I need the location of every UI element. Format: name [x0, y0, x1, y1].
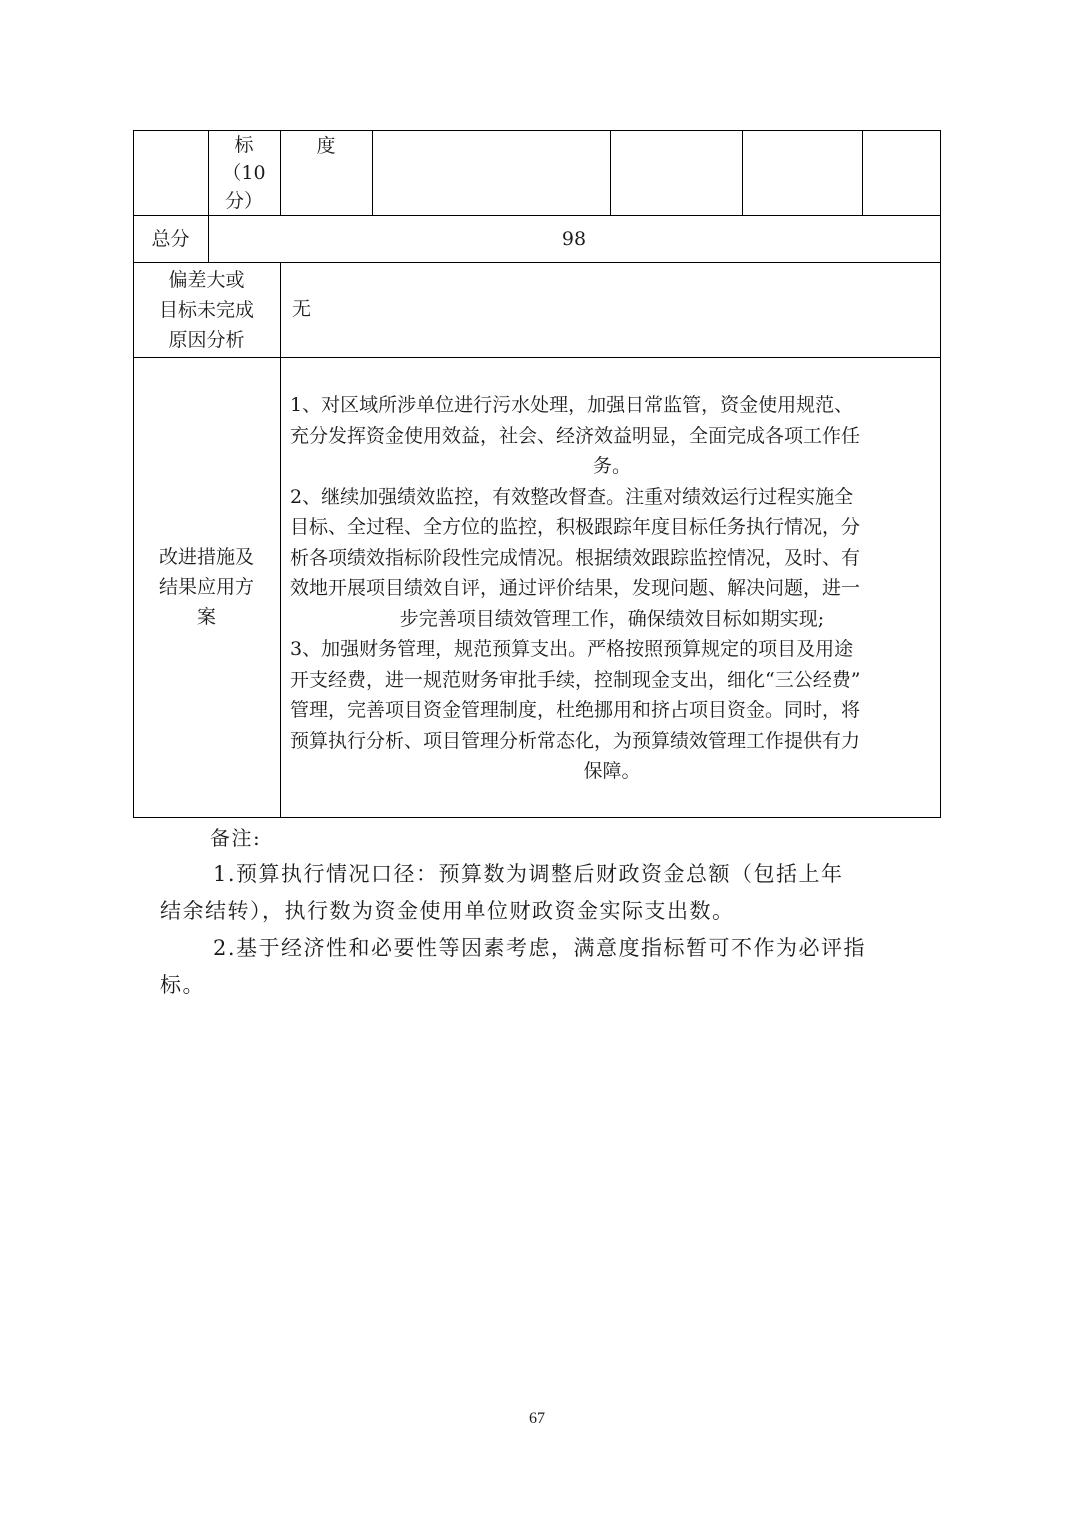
table-border: [372, 130, 373, 216]
indicator-name-cell: 度: [316, 135, 336, 157]
text-line: 步完善项目绩效管理工作，确保绩效目标如期实现;: [399, 607, 825, 630]
improvement-label: [133, 542, 280, 632]
text-line: 2、继续加强绩效监控，有效整改督查。注重对绩效运行过程实施全: [290, 485, 854, 508]
table-border: [940, 130, 941, 818]
label-line: 结果应用方: [158, 576, 254, 598]
text-line: 1、对区域所涉单位进行污水处理，加强日常监管，资金使用规范、: [290, 394, 854, 416]
label-line: 案: [196, 606, 216, 628]
label-line: 改进措施及: [158, 546, 254, 568]
note-2-line-2: 标。: [160, 973, 205, 997]
table-border: [862, 130, 863, 216]
label-line: 原因分析: [168, 329, 245, 351]
text-line: 管理，完善项目资金管理制度，杜绝挪用和挤占项目资金。同时，将: [290, 699, 861, 721]
cell-line: 分）: [224, 190, 263, 212]
total-label: 总分: [151, 228, 190, 250]
table-border: [133, 817, 941, 818]
label-line: 目标未完成: [158, 299, 254, 321]
total-value: 98: [561, 228, 587, 250]
table-border: [133, 357, 941, 358]
cell-line: （10: [222, 162, 266, 184]
table-border: [133, 262, 941, 263]
table-border: [610, 130, 611, 216]
cell-line: 标: [234, 134, 254, 156]
text-line: 3、加强财务管理，规范预算支出。严格按照预算规定的项目及用途: [290, 638, 854, 660]
page-number: 67: [529, 1410, 545, 1427]
table-border: [280, 262, 281, 818]
deviation-label: [133, 265, 280, 355]
text-line: 析各项绩效指标阶段性完成情况。根据绩效跟踪监控情况，及时、有: [290, 546, 861, 569]
text-line: 务。: [592, 455, 631, 477]
notes-heading: 备注:: [210, 826, 262, 850]
text-line: 充分发挥资金使用效益，社会、经济效益明显，全面完成各项工作任: [290, 424, 861, 447]
note-1-line-2: 结余结转），执行数为资金使用单位财政资金实际支出数。: [160, 899, 735, 923]
deviation-value: 无: [292, 298, 312, 320]
indicator-score-cell: [208, 131, 280, 215]
text-line: 开支经费，进一规范财务审批手续，控制现金支出，细化“三公经费”: [290, 668, 861, 691]
improvement-text: [290, 390, 934, 787]
text-line: 保障。: [583, 760, 641, 782]
table-border: [133, 215, 941, 216]
table-border: [742, 130, 743, 216]
text-line: 目标、全过程、全方位的监控，积极跟踪年度目标任务执行情况，分: [290, 516, 861, 538]
label-line: 偏差大或: [168, 269, 245, 291]
note-2-line-1: 2.基于经济性和必要性等因素考虑，满意度指标暂可不作为必评指: [213, 936, 867, 960]
note-1-line-1: 1.预算执行情况口径：预算数为调整后财政资金总额（包括上年: [213, 862, 844, 886]
text-line: 效地开展项目绩效自评，通过评价结果，发现问题、解决问题，进一: [290, 577, 861, 599]
text-line: 预算执行分析、项目管理分析常态化，为预算绩效管理工作提供有力: [290, 729, 861, 752]
